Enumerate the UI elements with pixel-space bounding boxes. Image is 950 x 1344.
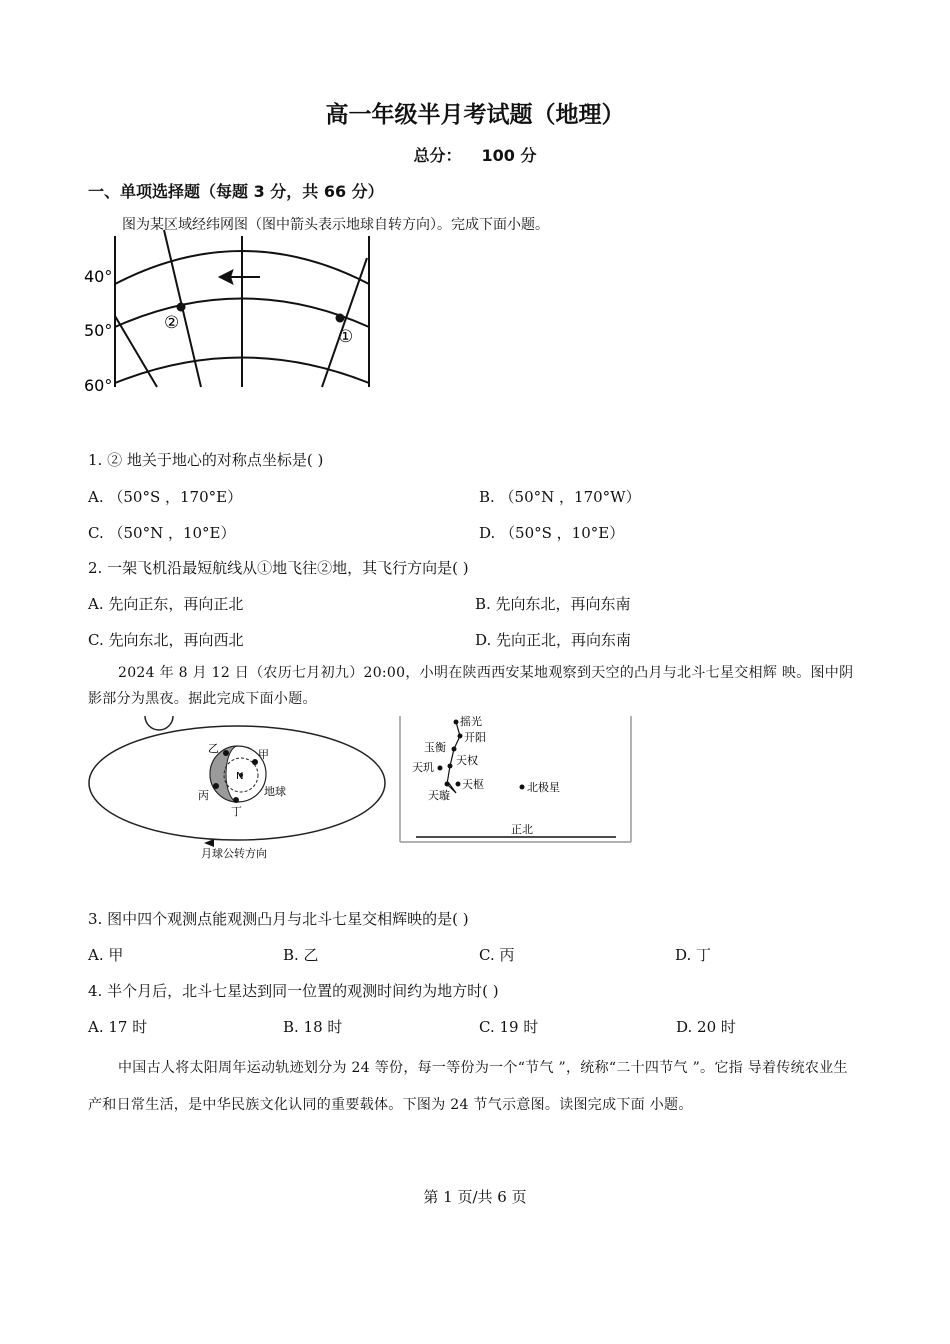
label-due-north: 正北 bbox=[511, 823, 533, 836]
q3-option-c[interactable]: C. 丙 bbox=[479, 946, 515, 964]
point-1 bbox=[336, 314, 345, 323]
label-tianshu: 天枢 bbox=[462, 778, 484, 791]
label-jia: 甲 bbox=[258, 748, 269, 761]
point-ding bbox=[233, 797, 239, 803]
point-2-label: ② bbox=[164, 313, 180, 333]
star-polaris bbox=[520, 785, 525, 790]
intro-text-2: 2024 年 8 月 12 日（农历七月初九）20:00，小明在陕西西安某地观察到天空的凸月与北斗七星交相辉 映。图中阴影部分为黑夜。据此完成下面小题。 bbox=[88, 665, 854, 707]
q1-option-c[interactable]: C. （50°N ，10°E） bbox=[88, 524, 236, 542]
q3-option-d[interactable]: D. 丁 bbox=[675, 946, 712, 964]
label-ding: 丁 bbox=[231, 805, 242, 818]
meridian-d bbox=[115, 316, 157, 387]
q1-option-d[interactable]: D. （50°S ，10°E） bbox=[479, 524, 625, 542]
label-yaoguang: 摇光 bbox=[460, 716, 482, 728]
star-yaoguang bbox=[454, 720, 459, 725]
intro-text-1: 图为某区域经纬网图（图中箭头表示地球自转方向）。完成下面小题。 bbox=[122, 217, 549, 233]
orbit-arrow-icon bbox=[204, 839, 214, 847]
q1-option-a[interactable]: A. （50°S ，170°E） bbox=[88, 488, 243, 506]
moon-orbit-figure bbox=[86, 714, 386, 864]
label-moon-revolution: 月球公转方向 bbox=[201, 847, 267, 860]
star-tianshu bbox=[456, 782, 461, 787]
q4-option-c[interactable]: C. 19 时 bbox=[479, 1018, 539, 1036]
rotation-arrow-icon bbox=[220, 271, 232, 283]
star-tianji bbox=[438, 766, 443, 771]
point-bing bbox=[213, 783, 219, 789]
label-bing: 丙 bbox=[198, 789, 209, 802]
label-yuheng: 玉衡 bbox=[424, 741, 446, 754]
q4-option-a[interactable]: A. 17 时 bbox=[88, 1018, 148, 1036]
label-polaris: 北极星 bbox=[527, 781, 560, 794]
label-tianxuan: 天璇 bbox=[428, 789, 450, 802]
point-yi bbox=[223, 750, 229, 756]
page-number: 第 1 页/共 6 页 bbox=[423, 1188, 527, 1206]
label-tianji: 天玑 bbox=[412, 761, 434, 774]
point-1-label: ① bbox=[338, 327, 354, 347]
latlong-grid-figure bbox=[80, 228, 380, 398]
q4-option-d[interactable]: D. 20 时 bbox=[676, 1018, 736, 1036]
big-dipper-figure bbox=[398, 716, 634, 844]
total-label: 总分： bbox=[413, 146, 462, 165]
q3-stem: 3. 图中四个观测点能观测凸月与北斗七星交相辉映的是( ) bbox=[88, 910, 469, 928]
q4-stem: 4. 半个月后，北斗七星达到同一位置的观测时间约为地方时( ) bbox=[88, 982, 499, 1000]
q2-option-c[interactable]: C. 先向东北，再向西北 bbox=[88, 631, 244, 649]
star-tianxuan bbox=[445, 782, 450, 787]
q2-option-b[interactable]: B. 先向东北，再向东南 bbox=[475, 595, 631, 613]
q2-stem: 2. 一架飞机沿最短航线从①地飞往②地，其飞行方向是( ) bbox=[88, 559, 469, 577]
total-value: 100 分 bbox=[481, 146, 537, 165]
lat-label-60: 60° bbox=[84, 376, 113, 395]
q2-option-d[interactable]: D. 先向正北，再向东南 bbox=[475, 631, 632, 649]
label-earth: 地球 bbox=[264, 785, 286, 798]
section-heading: 一、单项选择题（每题 3 分，共 66 分） bbox=[88, 182, 384, 201]
moon-icon bbox=[145, 716, 173, 730]
label-n: N bbox=[236, 771, 244, 782]
intro-text-3: 中国古人将太阳周年运动轨迹划分为 24 等份，每一等份为一个“节气 ”，统称“二十四节气 ”。它指 导着传统农业生产和日常生活，是中华民族文化认同的重要载体。下图为 24 节气示意图。读图完成下面 小题。 bbox=[88, 1060, 848, 1113]
label-yi: 乙 bbox=[208, 742, 219, 755]
label-tianquan: 天权 bbox=[456, 754, 478, 767]
page-title: 高一年级半月考试题（地理） bbox=[325, 102, 625, 128]
q1-stem: 1. ② 地关于地心的对称点坐标是( ) bbox=[88, 451, 324, 469]
point-2 bbox=[177, 303, 186, 312]
q1-option-b[interactable]: B. （50°N ，170°W） bbox=[479, 488, 641, 506]
lat-label-40: 40° bbox=[84, 267, 113, 286]
q3-option-a[interactable]: A. 甲 bbox=[88, 946, 124, 964]
star-tianquan bbox=[448, 764, 453, 769]
label-kaiyang: 开阳 bbox=[464, 731, 486, 744]
total-score bbox=[0, 143, 950, 166]
lat-label-50: 50° bbox=[84, 321, 113, 340]
q3-option-b[interactable]: B. 乙 bbox=[283, 946, 319, 964]
star-kaiyang bbox=[458, 734, 463, 739]
q4-option-b[interactable]: B. 18 时 bbox=[283, 1018, 343, 1036]
q2-option-a[interactable]: A. 先向正东，再向正北 bbox=[88, 595, 244, 613]
star-yuheng bbox=[452, 747, 457, 752]
